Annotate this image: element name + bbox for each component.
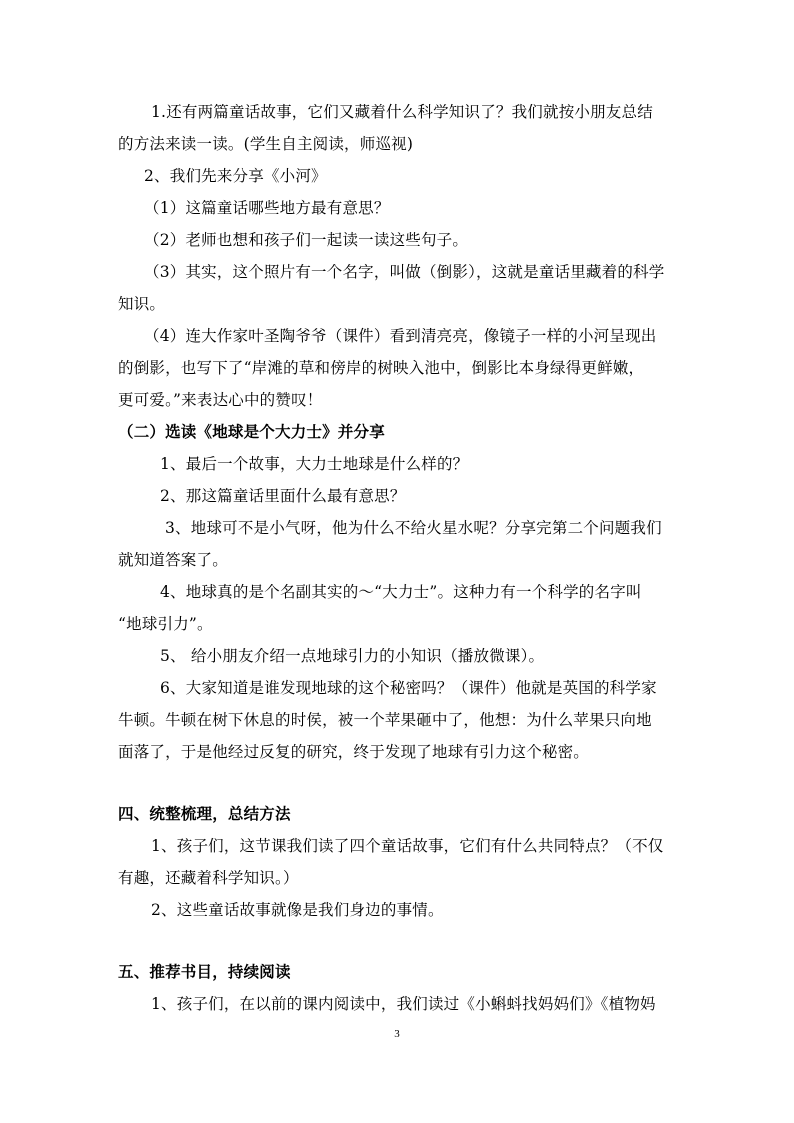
paragraph-line: 的方法来读一读。(学生自主阅读，师巡视) xyxy=(118,135,414,153)
section-heading: 五、推荐书目，持续阅读 xyxy=(118,963,291,981)
page-number: 3 xyxy=(394,1028,400,1040)
paragraph-line: 3、地球可不是小气呀，他为什么不给火星水呢？分享完第二个问题我们 xyxy=(165,519,662,537)
paragraph-line: 有趣，还藏着科学知识。） xyxy=(118,869,299,887)
paragraph-line: 6、大家知道是谁发现地球的这个秘密吗？（课件）他就是英国的科学家 xyxy=(160,679,657,697)
paragraph-line: 2、这些童话故事就像是我们身边的事情。 xyxy=(151,901,444,919)
paragraph-line: （1）这篇童话哪些地方最有意思？ xyxy=(144,199,390,217)
paragraph-line: 1、最后一个故事，大力士地球是什么样的？ xyxy=(160,455,469,473)
paragraph-line: 1、孩子们，这节课我们读了四个童话故事，它们有什么共同特点？（不仅 xyxy=(151,837,664,855)
paragraph-line: 就知道答案了。 xyxy=(118,551,228,569)
paragraph-line: 2、那这篇童话里面什么最有意思？ xyxy=(160,487,406,505)
paragraph-line: 牛顿。牛顿在树下休息的时侯，被一个苹果砸中了，他想：为什么苹果只向地 xyxy=(118,711,652,729)
paragraph-line: 更可爱。”来表达心中的赞叹！ xyxy=(118,391,323,409)
paragraph-line: “地球引力”。 xyxy=(118,615,213,633)
section-heading: （二）选读《地球是个大力士》并分享 xyxy=(118,423,385,441)
paragraph-line: （4）连大作家叶圣陶爷爷（课件）看到清亮亮，像镜子一样的小河呈现出 xyxy=(144,327,657,345)
section-heading: 四、统整梳理，总结方法 xyxy=(118,805,291,823)
paragraph-line: 2、我们先来分享《小河》 xyxy=(144,167,327,185)
paragraph-line: （2）老师也想和孩子们一起读一读这些句子。 xyxy=(144,231,469,249)
paragraph-line: （3）其实，这个照片有一个名字，叫做（倒影），这就是童话里藏着的科学 xyxy=(144,263,665,281)
paragraph-line: 1.还有两篇童话故事，它们又藏着什么科学知识了？我们就按小朋友总结 xyxy=(151,103,653,121)
paragraph-line: 知识。 xyxy=(118,295,166,313)
paragraph-line: 的倒影，也写下了“岸滩的草和傍岸的树映入池中，倒影比本身绿得更鲜嫩， xyxy=(118,359,645,377)
paragraph-line: 面落了，于是他经过反复的研究，终于发现了地球有引力这个秘密。 xyxy=(118,743,590,761)
paragraph-line: 4、地球真的是个名副其实的～“大力士”。这种力有一个科学的名字叫 xyxy=(160,583,642,601)
paragraph-line: 5、 给小朋友介绍一点地球引力的小知识（播放微课）。 xyxy=(160,647,545,665)
paragraph-line: 1、孩子们，在以前的课内阅读中，我们读过《小蝌蚪找妈妈们》《植物妈 xyxy=(151,995,656,1013)
